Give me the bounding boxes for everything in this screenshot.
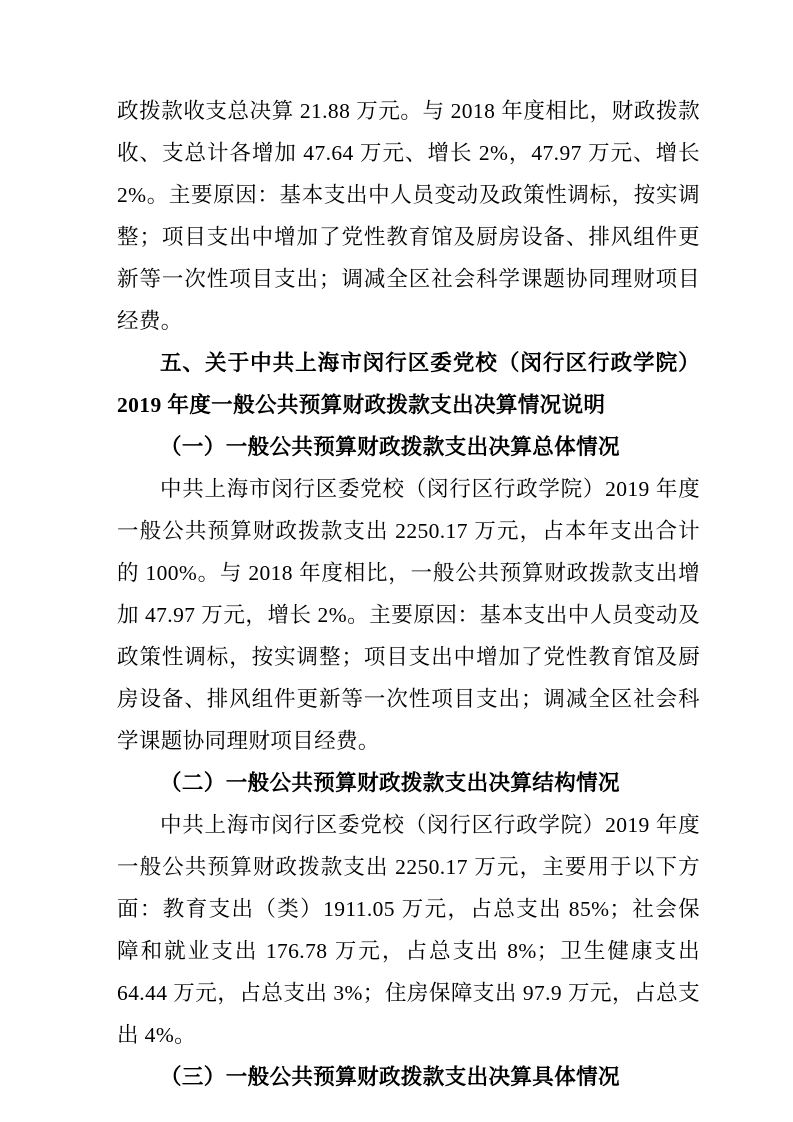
- subsection-heading-2-structure-situation: （二）一般公共预算财政拨款支出决算结构情况: [160, 771, 620, 795]
- paragraph-fiscal-appropriation-total-continued: 政拨款收支总决算 21.88 万元。与 2018 年度相比，财政拨款收、支总计各增加 47.64 万元、增长 2%，47.97 万元、增长 2%。主要原因：基本支出中人员变动及政策性调标，按实调整；项目支出中增加了党性教育馆及厨房设备、排风组件更新等一次性项目支出；调减全区社会科学课题协同理财项目经费。: [117, 99, 700, 333]
- paragraph-expenditure-structure-details: 中共上海市闵行区委党校（闵行区行政学院）2019 年度一般公共预算财政拨款支出 2250.17 万元，主要用于以下方面：教育支出（类）1911.05 万元，占总支出 85%；社会保障和就业支出 176.78 万元，占总支出 8%；卫生健康支出 64.44 万元，占总支出 3%；住房保障支出 97.9 万元，占总支出 4%。: [117, 813, 700, 1047]
- subsection-heading-3-specific-situation: （三）一般公共预算财政拨款支出决算具体情况: [160, 1065, 620, 1089]
- paragraph-overall-expenditure-details: 中共上海市闵行区委党校（闵行区行政学院）2019 年度一般公共预算财政拨款支出 2250.17 万元，占本年支出合计的 100%。与 2018 年度相比，一般公共预算财政拨款支出增加 47.97 万元，增长 2%。主要原因：基本支出中人员变动及政策性调标，按实调整；项目支出中增加了党性教育馆及厨房设备、排风组件更新等一次性项目支出；调减全区社会科学课题协同理财项目经费。: [117, 477, 700, 753]
- section-heading-five-expenditure-statement: 五、关于中共上海市闵行区委党校（闵行区行政学院）2019 年度一般公共预算财政拨款支出决算情况说明: [117, 351, 700, 417]
- subsection-heading-1-overall-situation: （一）一般公共预算财政拨款支出决算总体情况: [160, 435, 620, 459]
